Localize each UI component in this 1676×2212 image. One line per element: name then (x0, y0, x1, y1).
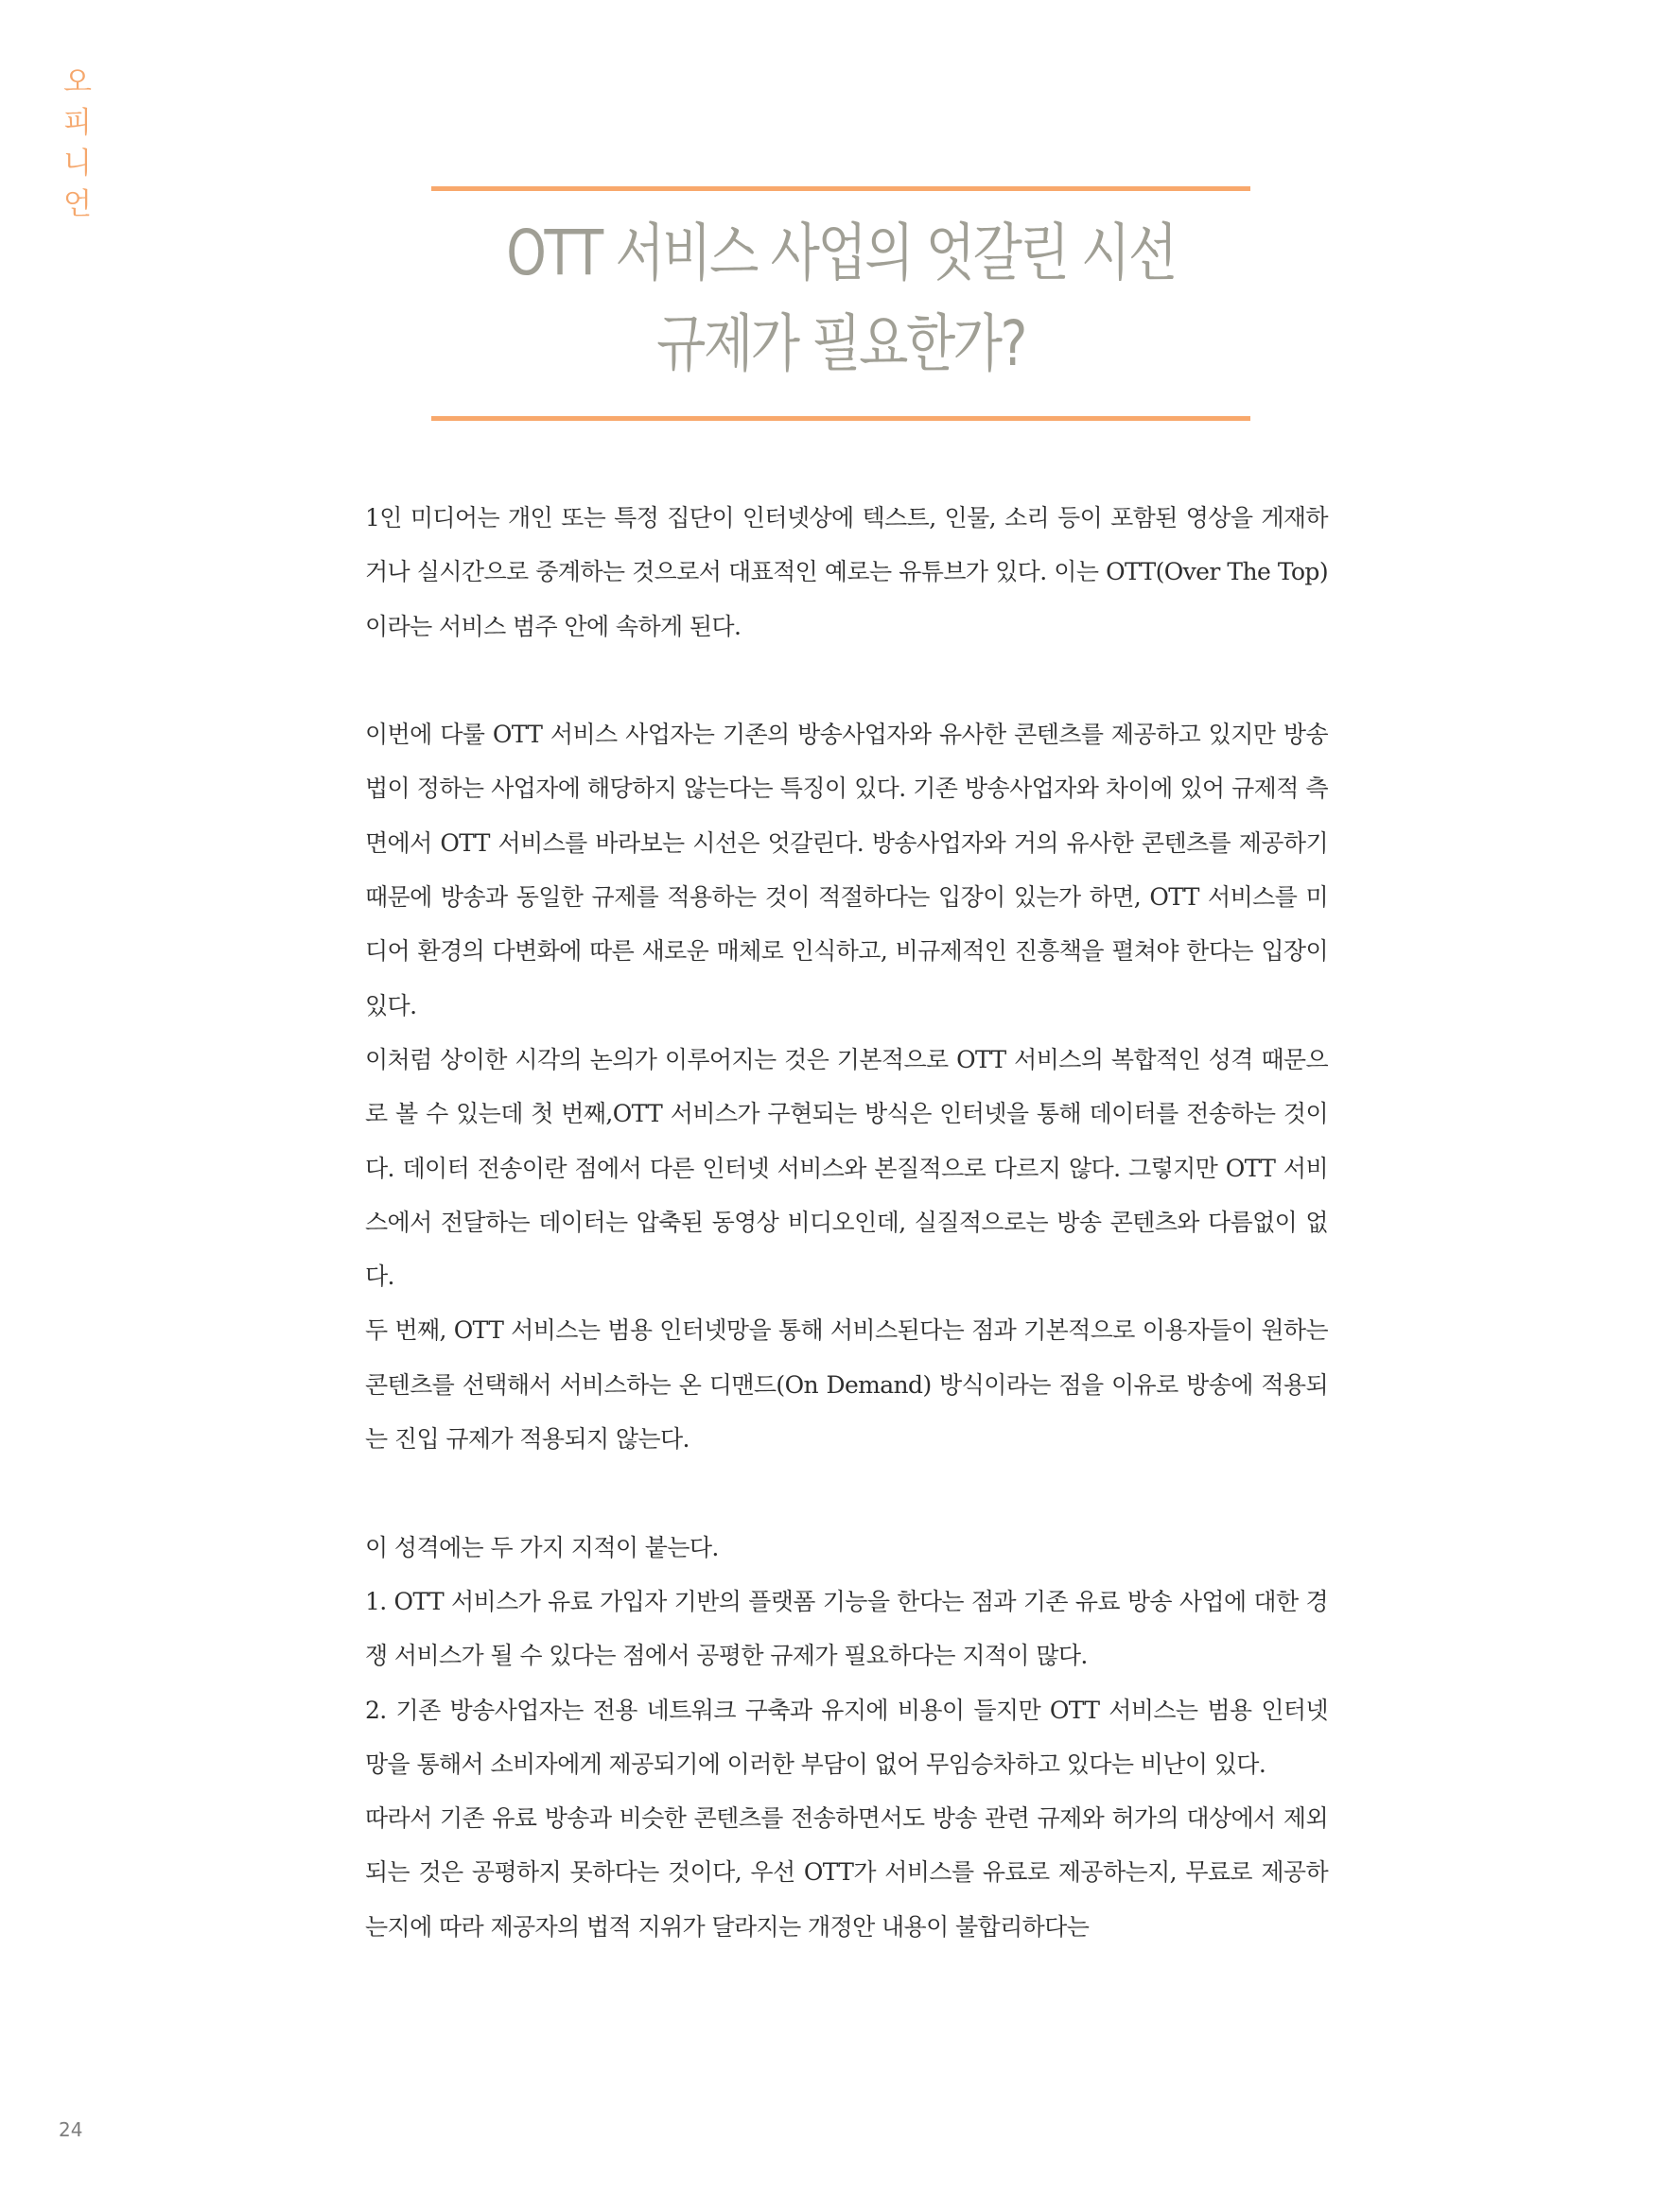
title-bottom-rule (431, 416, 1250, 421)
article-body (365, 491, 1328, 1954)
page-title (505, 191, 1177, 416)
section-label-char: 오 (63, 65, 92, 99)
section-label-char: 피 (63, 106, 92, 140)
paragraph-conclusion: 따라서 기존 유료 방송과 비슷한 콘텐츠를 전송하면서도 방송 관련 규제와 허가의 대상에서 제외되는 것은 공평하지 못하다는 것이다, 우선 OTT가 서비스를 유료로 제공하는지, 무료로 제공하는지에 따라 제공자의 법적 지위가 달라지는 개정안 내용이 불합리하다는 (365, 1804, 1328, 1941)
paragraph-intro: 1인 미디어는 개인 또는 특정 집단이 인터넷상에 텍스트, 인물, 소리 등이 포함된 영상을 게재하거나 실시간으로 중계하는 것으로서 대표적인 예로는 유튜브가 있다. 이는 OTT(Over The Top)이라는 서비스 범주 안에 속하게 된다. (365, 504, 1328, 640)
paragraph-gap (365, 1466, 1328, 1520)
paragraph-ott-operators: 이번에 다룰 OTT 서비스 사업자는 기존의 방송사업자와 유사한 콘텐츠를 제공하고 있지만 방송법이 정하는 사업자에 해당하지 않는다는 특징이 있다. 기존 방송사업자와 차이에 있어 규제적 측면에서 OTT 서비스를 바라보는 시선은 엇갈린다. 방송사업자와 거의 유사한 콘텐츠를 제공하기 때문에 방송과 동일한 규제를 적용하는 것이 적절하다는 입장이 있는가 하면, OTT 서비스를 미디어 환경의 다변화에 따른 새로운 매체로 인식하고, 비규제적인 진흥책을 펼쳐야 한다는 입장이 있다. (365, 721, 1328, 1019)
title-line-1: OTT 서비스 사업의 엇갈린 시선 (506, 217, 1176, 289)
page-number: 24 (59, 2118, 83, 2141)
list-item-criticism-1: 1. OTT 서비스가 유료 가입자 기반의 플랫폼 기능을 한다는 점과 기존 유료 방송 사업에 대한 경쟁 서비스가 될 수 있다는 점에서 공평한 규제가 필요하다는 지적이 많다. (365, 1587, 1328, 1670)
paragraph-gap (365, 653, 1328, 707)
section-label-char: 언 (63, 187, 92, 221)
paragraph-criticisms-intro: 이 성격에는 두 가지 지적이 붙는다. (365, 1533, 719, 1561)
paragraph-first-point: 이처럼 상이한 시각의 논의가 이루어지는 것은 기본적으로 OTT 서비스의 복합적인 성격 때문으로 볼 수 있는데 첫 번째,OTT 서비스가 구현되는 방식은 인터넷을 통해 데이터를 전송하는 것이다. 데이터 전송이란 점에서 다른 인터넷 서비스와 본질적으로 다르지 않다. 그렇지만 OTT 서비스에서 전달하는 데이터는 압축된 동영상 비디오인데, 실질적으로는 방송 콘텐츠와 다름없이 없다. (365, 1045, 1328, 1291)
list-item-criticism-2: 2. 기존 방송사업자는 전용 네트워크 구축과 유지에 비용이 들지만 OTT 서비스는 범용 인터넷 망을 통해서 소비자에게 제공되기에 이러한 부담이 없어 무임승차하고 있다는 비난이 있다. (365, 1696, 1328, 1778)
section-label-opinion (59, 62, 96, 225)
title-block (431, 186, 1250, 421)
paragraph-second-point: 두 번째, OTT 서비스는 범용 인터넷망을 통해 서비스된다는 점과 기본적으로 이용자들이 원하는 콘텐츠를 선택해서 서비스하는 온 디맨드(On Demand) 방식이라는 점을 이유로 방송에 적용되는 진입 규제가 적용되지 않는다. (365, 1316, 1328, 1454)
title-line-2: 규제가 필요한가? (656, 307, 1025, 380)
section-label-char: 니 (63, 147, 92, 181)
